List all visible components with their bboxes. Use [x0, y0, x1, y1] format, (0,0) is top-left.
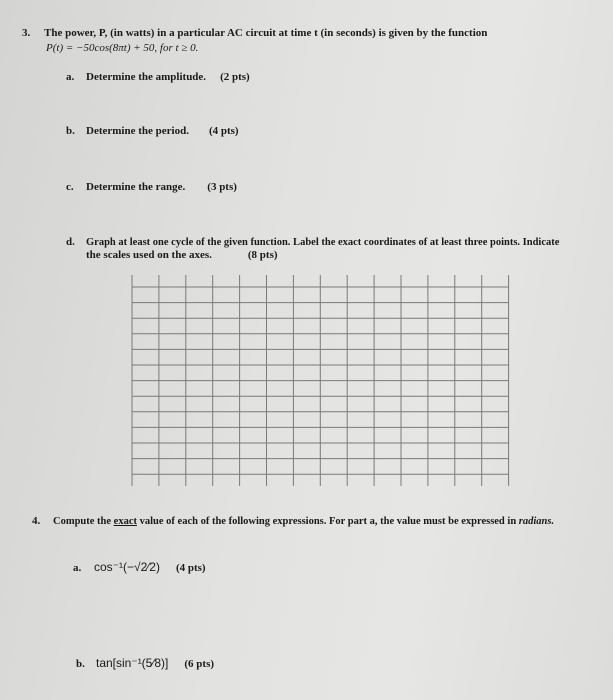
q4-part-a-points: (4 pts) — [175, 562, 206, 574]
part-b-points: (4 pts) — [208, 125, 239, 137]
q4-part-a-row — [73, 560, 206, 574]
part-c-letter: c. — [66, 181, 74, 193]
part-d-text: Graph at least one cycle of the given function. Label the exact coordinates of at least three points. Indicate — [86, 237, 560, 248]
q4-part-b-expression: tan[sin⁻¹(5⁄8)] — [96, 656, 169, 670]
part-b-letter: b. — [66, 125, 75, 137]
question-3-line — [22, 27, 487, 39]
q4-part-a-letter: a. — [73, 562, 82, 574]
question-3-number: 3. — [22, 27, 31, 39]
graph-grid[interactable] — [128, 272, 512, 486]
q4-part-b-row — [76, 656, 214, 670]
q4-part-b-points: (6 pts) — [184, 658, 215, 670]
part-c-points: (3 pts) — [207, 181, 237, 193]
question-3-text: The power, P, (in watts) in a particular AC circuit at time t (in seconds) is given by the function — [44, 27, 488, 39]
part-a-text: Determine the amplitude. — [86, 71, 207, 83]
part-c-row — [66, 181, 237, 193]
part-d-points: (8 pts) — [247, 249, 278, 261]
question-3-formula: P(t) = −50cos(8πt) + 50, for t ≥ 0. — [46, 42, 199, 54]
part-c-text: Determine the range. — [86, 181, 186, 193]
part-a-points: (2 pts) — [220, 71, 250, 83]
question-4-line — [32, 515, 554, 527]
question-4-number: 4. — [32, 515, 41, 527]
part-d-text-2: the scales used on the axes. — [86, 249, 212, 261]
part-d-letter: d. — [66, 236, 75, 248]
part-d-row — [66, 236, 559, 248]
part-a-letter: a. — [66, 71, 75, 83]
q4-part-b-letter: b. — [76, 658, 85, 670]
question-4-text: Compute the exact value of each of the following expressions. For part a, the value must be expressed in radians. — [53, 516, 555, 527]
part-a-row — [66, 71, 250, 83]
part-b-text: Determine the period. — [86, 125, 189, 137]
part-b-row — [66, 125, 239, 137]
q4-part-a-expression: cos⁻¹(−√2⁄2) — [94, 560, 160, 574]
part-d-row-2 — [86, 249, 278, 261]
